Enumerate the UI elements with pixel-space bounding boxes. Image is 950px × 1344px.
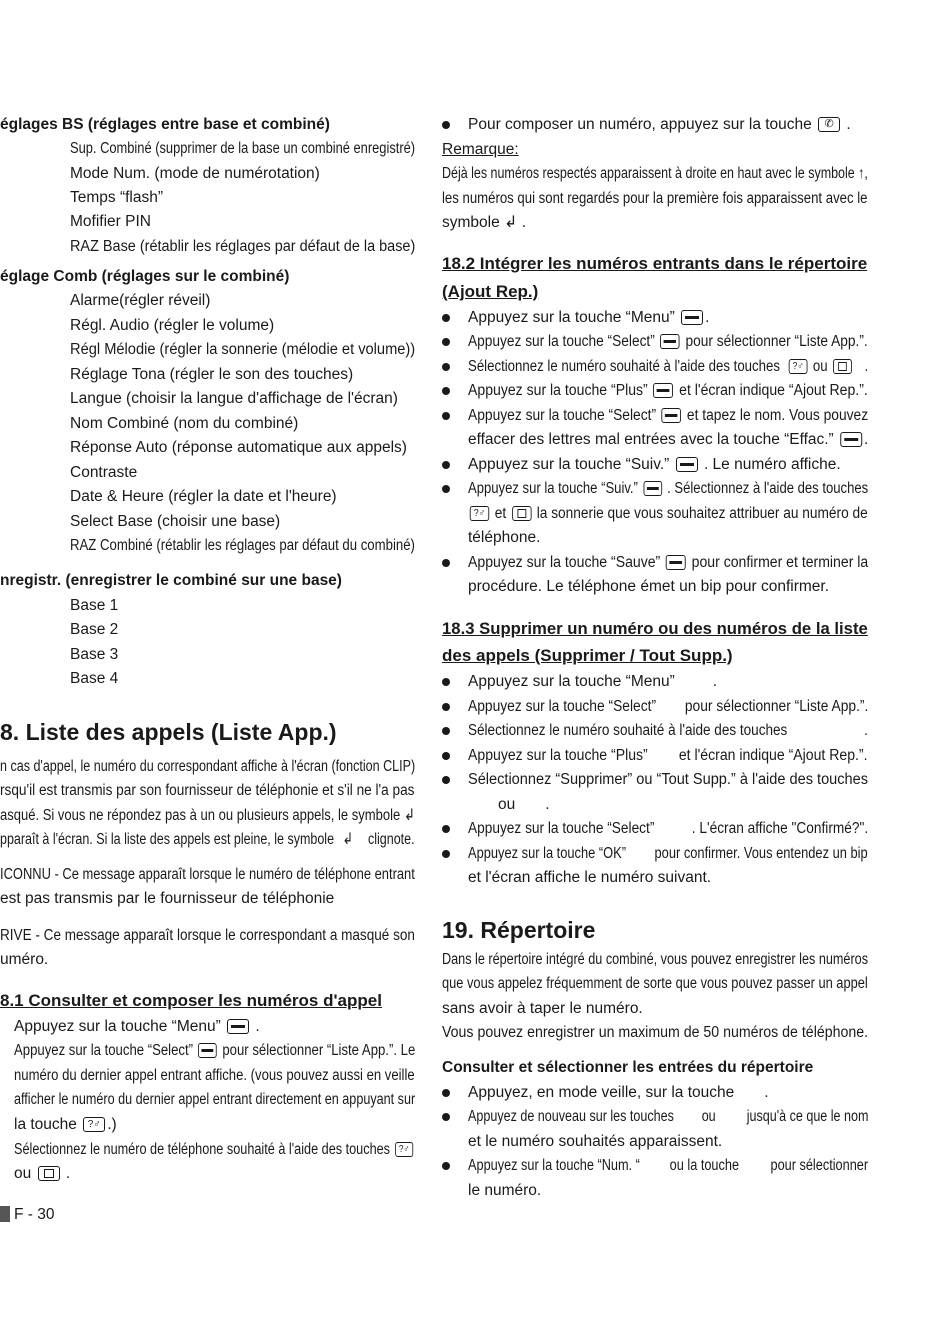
list-item: Réponse Auto (réponse automatique aux appels)	[70, 439, 407, 456]
bullet	[442, 1113, 450, 1121]
list-item: Temps “flash”	[70, 189, 164, 206]
list-item: Contraste	[70, 464, 138, 481]
list-item: Langue (choisir la langue d'affichage de l'écran)	[70, 390, 398, 407]
paragraph-line: Appuyez sur la touche “Select” pour sélectionner “Liste App.”.	[468, 698, 869, 715]
phonebook-key-icon	[512, 506, 531, 521]
paragraph-line: Appuyez sur la touche “OK” pour confirmer. Vous entendez un bip	[468, 845, 868, 862]
section-18-3-title-cont: des appels (Supprimer / Tout Supp.)	[442, 646, 733, 665]
sauve-key-icon	[666, 555, 686, 570]
suiv-key-icon	[676, 457, 698, 472]
select-key-icon	[660, 334, 679, 349]
bullet	[442, 338, 450, 346]
effac-key-icon	[840, 432, 862, 447]
paragraph-line: Appuyez sur la touche “Suiv.” . Sélectionnez à l'aide des touches	[468, 480, 869, 497]
paragraph-line: Sélectionnez le numéro souhaité à l'aide des touches ?♂ ou .	[468, 358, 869, 375]
missed-call-icon: ↲	[504, 214, 518, 231]
menu-key-icon	[227, 1019, 249, 1034]
list-item: Mofifier PIN	[70, 213, 151, 230]
paragraph-line: Sélectionnez le numéro souhaité à l'aide des touches .	[468, 722, 868, 739]
subheading: Consulter et sélectionner les entrées du répertoire	[442, 1059, 814, 1076]
calls-key-icon: ?♂	[470, 506, 489, 521]
paragraph-line: RIVE - Ce message apparaît lorsque le correspondant a masqué son	[0, 927, 415, 944]
paragraph-line: Sélectionnez “Supprimer” ou “Tout Supp.” à l'aide des touches	[468, 771, 869, 788]
paragraph-line: Appuyez sur la touche “Menu” .	[14, 1018, 260, 1035]
paragraph-line: Appuyez sur la touche “Plus” et l'écran indique “Ajout Rep.”.	[468, 747, 868, 764]
paragraph-line: la touche ?♂ .)	[14, 1116, 117, 1133]
bullet	[442, 314, 450, 322]
arrow-up-icon: ↑,	[858, 165, 868, 182]
paragraph-line: Appuyez sur la touche “Menu” .	[468, 309, 710, 326]
bullet	[442, 1089, 450, 1097]
bullet	[442, 387, 450, 395]
bullet	[442, 703, 450, 711]
bullet	[442, 727, 450, 735]
select-key-icon	[662, 408, 682, 423]
paragraph-line: Appuyez sur la touche “Suiv.” . Le numéro affiche.	[468, 456, 841, 473]
paragraph-line: sans avoir à taper le numéro.	[442, 1000, 643, 1017]
paragraph-line: afficher le numéro du dernier appel entrant directement en appuyant sur	[14, 1091, 416, 1108]
bullet	[442, 363, 450, 371]
calls-key-icon: ?♂	[83, 1117, 105, 1132]
footer-marker	[0, 1206, 10, 1222]
calls-key-icon: ?♂	[395, 1142, 413, 1157]
list-item: Date & Heure (régler la date et l'heure)	[70, 488, 337, 505]
paragraph-line: Appuyez sur la touche “Select” pour sélectionner “Liste App.”. Le	[14, 1042, 416, 1059]
paragraph-line: et l'écran affiche le numéro suivant.	[468, 869, 712, 886]
section-18-2-title: 18.2 Intégrer les numéros entrants dans le répertoire	[442, 254, 868, 273]
paragraph-line: Appuyez sur la touche “Num. “ ou la touche pour sélectionner	[468, 1157, 869, 1174]
missed-call-icon: ↲	[342, 831, 354, 848]
list-item: Base 3	[70, 646, 119, 663]
paragraph-line: ICONNU - Ce message apparaît lorsque le numéro de téléphone entrant	[0, 866, 415, 883]
paragraph-line: et le numéro souhaités apparaissent.	[468, 1133, 723, 1150]
phonebook-key-icon	[38, 1166, 60, 1181]
list-item: Mode Num. (mode de numérotation)	[70, 165, 320, 182]
page-number: F - 30	[14, 1206, 55, 1223]
list-item: Nom Combiné (nom du combiné)	[70, 415, 299, 432]
remark-label: Remarque:	[442, 141, 519, 158]
section-18-2-title-cont: (Ajout Rep.)	[442, 282, 539, 301]
paragraph-line: asqué. Si vous ne répondez pas à un ou plusieurs appels, le symbole ↲	[0, 807, 416, 824]
heading-reglage-comb: églage Comb (réglages sur le combiné)	[0, 268, 290, 285]
bullet	[442, 776, 450, 784]
paragraph-line: pparaît à l'écran. Si la liste des appels est pleine, le symbole ↲ clignote.	[0, 831, 415, 848]
phonebook-key-icon	[833, 359, 852, 374]
list-item: RAZ Combiné (rétablir les réglages par défaut du combiné)	[70, 537, 415, 554]
paragraph-line: Appuyez sur la touche “Select” pour sélectionner “Liste App.”.	[468, 333, 868, 350]
suiv-key-icon	[643, 481, 662, 496]
paragraph-line: Appuyez sur la touche “Select” et tapez le nom. Vous pouvez	[468, 407, 869, 424]
bullet	[442, 412, 450, 420]
bullet	[442, 825, 450, 833]
list-item: Réglage Tona (régler le son des touches)	[70, 366, 354, 383]
menu-key-icon	[681, 310, 703, 325]
paragraph-line: uméro.	[0, 951, 49, 968]
paragraph-line: que vous appelez fréquemment de sorte que vous pouvez passer un appel	[442, 975, 868, 992]
section-18-1-title: 8.1 Consulter et composer les numéros d'appel	[0, 991, 382, 1010]
select-key-icon	[198, 1043, 217, 1058]
list-item: Alarme(régler réveil)	[70, 292, 211, 309]
paragraph-line: Appuyez, en mode veille, sur la touche .	[468, 1084, 769, 1101]
paragraph-line: ou .	[498, 796, 550, 813]
list-item: Base 4	[70, 670, 119, 687]
calls-key-icon: ?♂	[789, 359, 808, 374]
bullet	[442, 752, 450, 760]
list-item: Select Base (choisir une base)	[70, 513, 281, 530]
bullet	[442, 850, 450, 858]
list-item: RAZ Base (rétablir les réglages par défaut de la base)	[70, 238, 416, 255]
call-key-icon: ✆	[818, 117, 840, 132]
paragraph-line: Pour composer un numéro, appuyez sur la touche ✆ .	[468, 116, 851, 133]
bullet	[442, 1162, 450, 1170]
paragraph-line: Appuyez sur la touche “Sauve” pour confirmer et terminer la	[468, 554, 869, 571]
paragraph-line: Dans le répertoire intégré du combiné, vous pouvez enregistrer les numéros	[442, 951, 869, 968]
paragraph-line: ou .	[14, 1165, 71, 1182]
list-item: Sup. Combiné (supprimer de la base un combiné enregistré)	[70, 140, 416, 157]
list-item: Régl. Audio (régler le volume)	[70, 317, 275, 334]
section-18-title: 8. Liste des appels (Liste App.)	[0, 719, 337, 745]
paragraph-line: Vous pouvez enregistrer un maximum de 50 numéros de téléphone.	[442, 1024, 869, 1041]
paragraph-line: procédure. Le téléphone émet un bip pour confirmer.	[468, 578, 830, 595]
paragraph-line: est pas transmis par le fournisseur de téléphonie	[0, 890, 335, 907]
bullet	[442, 485, 450, 493]
list-item: Base 1	[70, 597, 119, 614]
paragraph-line: Appuyez sur la touche “Select” . L'écran affiche "Confirmé?".	[468, 820, 869, 837]
paragraph-line: Appuyez sur la touche “Plus” et l'écran indique “Ajout Rep.”.	[468, 382, 868, 399]
paragraph-line: Appuyez de nouveau sur les touches ou jusqu'à ce que le nom	[468, 1108, 869, 1125]
paragraph-line: symbole ↲ .	[442, 214, 527, 231]
paragraph-line: n cas d'appel, le numéro du correspondant affiche à l'écran (fonction CLIP)	[0, 758, 416, 775]
heading-enregistr: nregistr. (enregistrer le combiné sur une base)	[0, 572, 342, 589]
paragraph-line: rsqu'il est transmis par son fournisseur de téléphonie et s'il ne l'a pas	[0, 782, 415, 799]
list-item: Régl Mélodie (régler la sonnerie (mélodie et volume))	[70, 341, 416, 358]
paragraph-line: le numéro.	[468, 1182, 542, 1199]
paragraph-line: Appuyez sur la touche “Menu” .	[468, 673, 718, 690]
paragraph-line: ?♂ et la sonnerie que vous souhaitez attribuer au numéro de	[468, 504, 868, 524]
section-18-3-title: 18.3 Supprimer un numéro ou des numéros de la liste	[442, 619, 868, 638]
paragraph-line: téléphone.	[468, 529, 541, 546]
bullet	[442, 678, 450, 686]
plus-key-icon	[653, 383, 673, 398]
paragraph-line: numéro du dernier appel entrant affiche. (vous pouvez aussi en veille	[14, 1067, 415, 1084]
paragraph-line: Déjà les numéros respectés apparaissent à droite en haut avec le symbole ↑,	[442, 165, 868, 182]
paragraph-line: Sélectionnez le numéro de téléphone souhaité à l'aide des touches ?♂	[14, 1140, 415, 1160]
bullet	[442, 121, 450, 129]
paragraph-line: effacer des lettres mal entrées avec la touche “Effac.” .	[468, 431, 869, 448]
missed-call-icon: ↲	[403, 807, 416, 824]
heading-reglages-bs: églages BS (réglages entre base et combiné)	[0, 116, 330, 133]
section-19-title: 19. Répertoire	[442, 917, 596, 943]
bullet	[442, 559, 450, 567]
paragraph-line: les numéros qui sont regardés pour la première fois apparaissent avec le	[442, 190, 868, 207]
list-item: Base 2	[70, 621, 119, 638]
bullet	[442, 461, 450, 469]
